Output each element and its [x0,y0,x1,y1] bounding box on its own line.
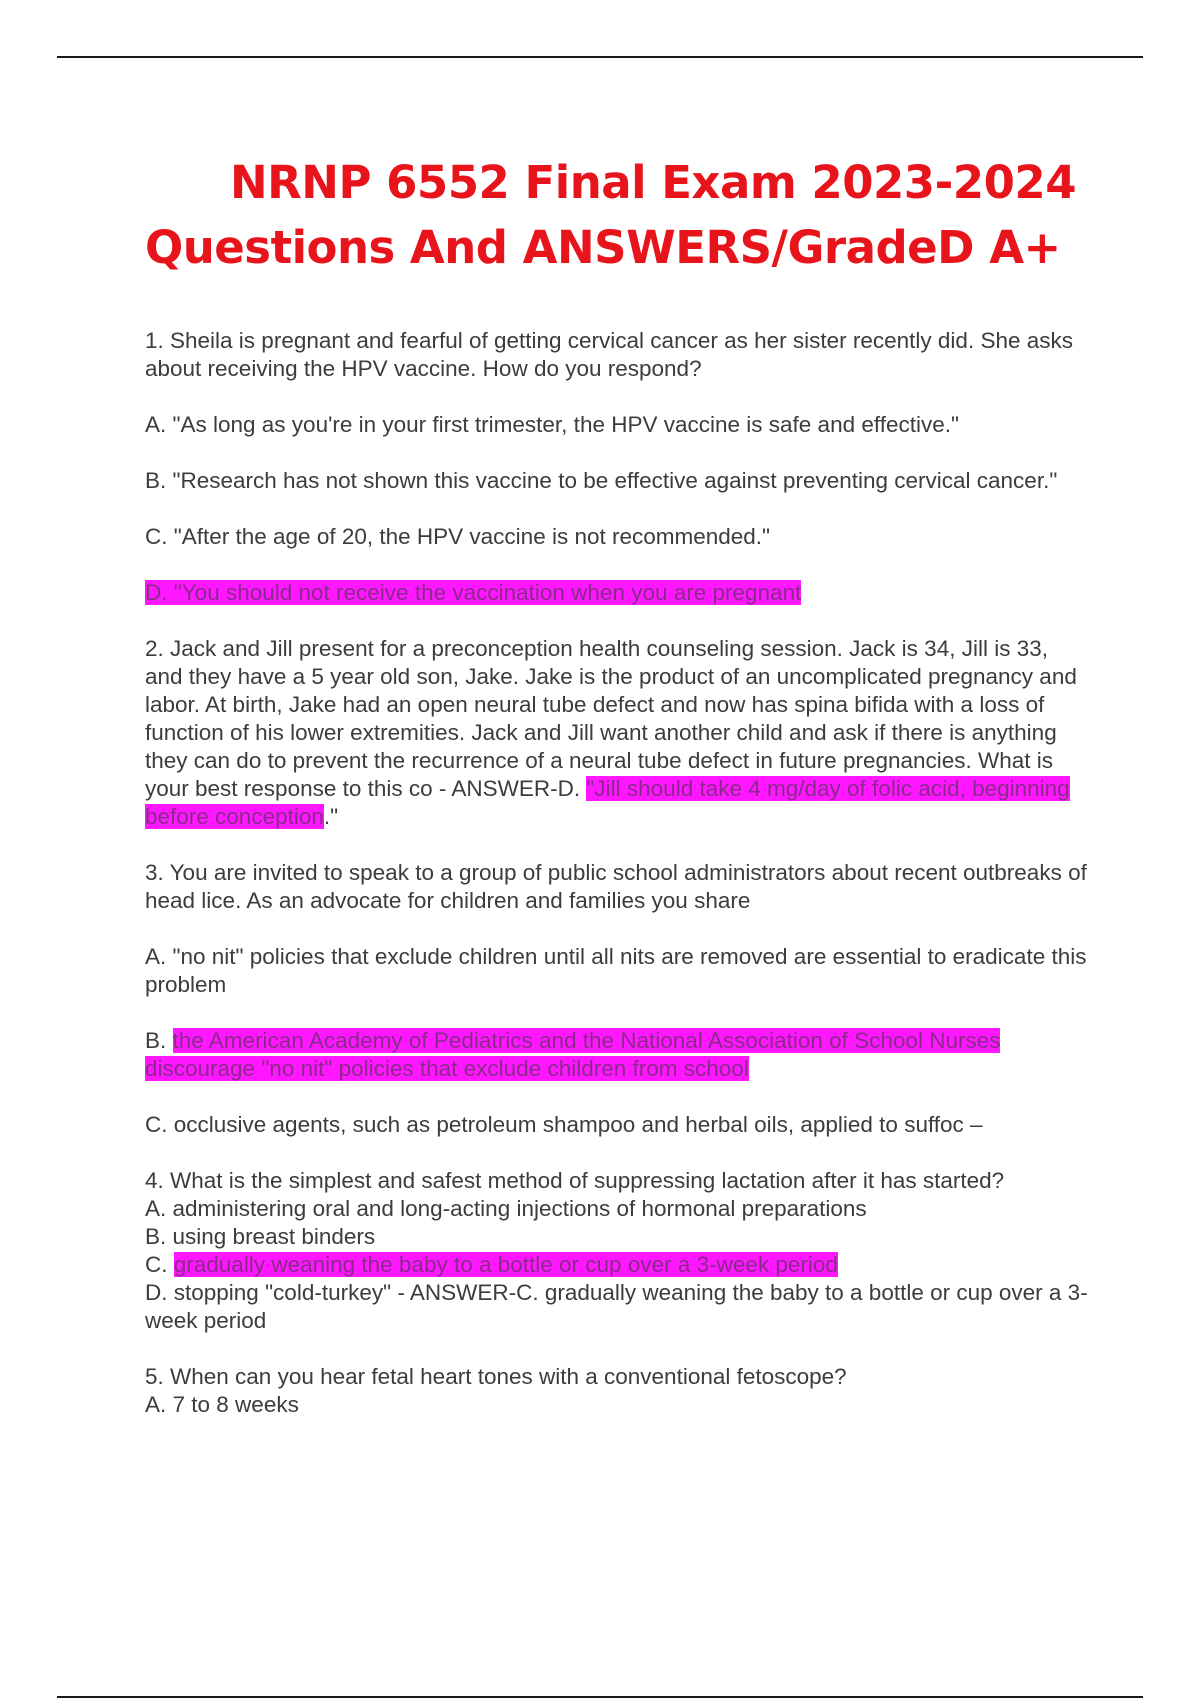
question-1-option-d [145,579,1090,607]
question-3-option-c: C. occlusive agents, such as petroleum shampoo and herbal oils, applied to suffoc – [145,1112,983,1137]
highlighted-answer: "Jill should take 4 mg/day of folic acid, beginning before conception [145,776,1070,829]
highlighted-answer: D. "You should not receive the vaccination when you are pregnant [145,580,802,605]
question-3-option-b-prefix: B. [145,1028,173,1053]
question-4: 4. What is the simplest and safest method of suppressing lactation after it has started? [145,1168,1005,1193]
highlighted-answer: gradually weaning the baby to a bottle or cup over a 3-week period [173,1252,838,1277]
question-4-option-a: A. administering oral and long-acting injections of hormonal preparations [145,1196,867,1221]
highlighted-answer: the American Academy of Pediatrics and the National Association of School Nurses discourage "no nit" policies that exclude children from school [145,1028,1001,1081]
question-1-option-b: B. "Research has not shown this vaccine to be effective against preventing cervical cancer." [145,468,1058,493]
question-3-option-a: A. "no nit" policies that exclude children until all nits are removed are essential to eradicate this problem [145,944,1087,997]
question-5-block [145,1363,1090,1419]
question-2 [145,635,1090,831]
question-4-option-c-prefix: C. [145,1252,174,1277]
question-4-option-b: B. using breast binders [145,1224,376,1249]
question-3: 3. You are invited to speak to a group of public school administrators about recent outbreaks of head lice. As an advocate for children and families you share [145,860,1087,913]
question-1: 1. Sheila is pregnant and fearful of getting cervical cancer as her sister recently did. She asks about receiving the HPV vaccine. How do you respond? [145,328,1073,381]
question-5: 5. When can you hear fetal heart tones with a conventional fetoscope? [145,1364,847,1389]
question-1-option-c: C. "After the age of 20, the HPV vaccine is not recommended." [145,524,771,549]
question-1-option-a: A. "As long as you're in your first trimester, the HPV vaccine is safe and effective." [145,412,959,437]
bottom-rule [57,1696,1143,1698]
question-4-option-d: D. stopping "cold-turkey" - ANSWER-C. gradually weaning the baby to a bottle or cup over a 3-week period [145,1280,1088,1333]
title-line-1: NRNP 6552 Final Exam 2023-2024 [230,156,1077,209]
question-4-option-c [145,1251,1090,1279]
question-2-answer-tail: ." [323,804,339,829]
question-2-text: 2. Jack and Jill present for a preconception health counseling session. Jack is 34, Jill is 33, and they have a 5 year old son, Jake. Jake is the product of an uncomplicated pregnancy and labor. At birth, Jake had an open neural tube defect and now has spina bifida with a loss of function of his lower extremities. Jack and Jill want another child and ask if there is anything they can do to prevent the recurrence of a neural tube defect in future pregnancies. What is your best response to this co - ANSWER-D. [145,636,1077,801]
question-4-block [145,1167,1090,1335]
question-5-option-a: A. 7 to 8 weeks [145,1392,299,1417]
exam-content [145,327,1090,1419]
top-rule [57,56,1143,58]
title-line-2: Questions And ANSWERS/GradeD A+ [145,221,1061,274]
question-3-option-b [145,1027,1090,1083]
page-title [145,150,1105,280]
